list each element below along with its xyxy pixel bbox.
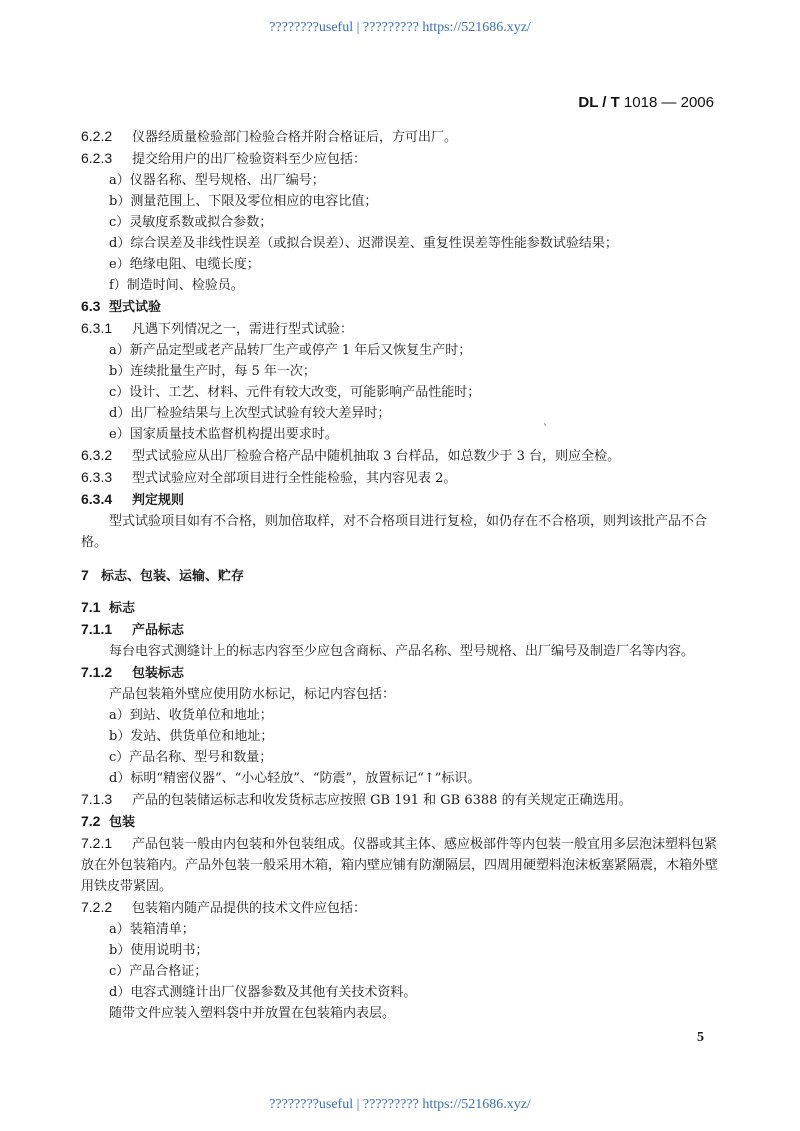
- list-item: e）绝缘电阻、电缆长度；: [109, 257, 260, 272]
- section-number: 7.1: [81, 599, 101, 615]
- clause-6-3-4: [81, 489, 721, 511]
- clause-6-2-2: [81, 126, 721, 148]
- chapter-number: 7: [81, 567, 89, 583]
- clause-text: 仪器经质量检验部门检验合格并附合格证后，方可出厂。: [132, 130, 458, 145]
- clause-title: 产品标志: [132, 623, 185, 638]
- clause-7-1-3: [81, 789, 721, 811]
- section-heading-6-3: [81, 296, 721, 318]
- clause-number: 7.1.1: [81, 621, 113, 637]
- clause-number: 6.2.3: [81, 150, 113, 166]
- clause-7-1-1: [81, 619, 721, 641]
- clause-number: 7.1.2: [81, 664, 113, 680]
- clause-text: 包装箱内随产品提供的技术文件应包括：: [132, 901, 367, 916]
- clause-number: 6.3.3: [81, 469, 113, 485]
- clause-7-2-1: [81, 833, 721, 897]
- list-item: a）装箱清单；: [109, 922, 195, 937]
- clause-text: 型式试验应对全部项目进行全性能检验，其内容见表 2。: [132, 471, 457, 486]
- list-item: c）灵敏度系数或拟合参数；: [109, 215, 273, 230]
- list-item: d）标明“精密仪器”、“小心轻放”、“防震”，放置标记“↑”标识。: [109, 771, 481, 786]
- section-number: 7.2: [81, 813, 101, 829]
- list-item: a）到站、收货单位和地址；: [109, 708, 273, 723]
- section-heading-7-2: [81, 811, 721, 833]
- clause-6-3-2: [81, 445, 721, 467]
- clause-7-2-2: [81, 897, 721, 919]
- section-title: 包装: [109, 815, 136, 830]
- standard-number: 1018 — 2006: [623, 94, 714, 111]
- section-heading-7-1: [81, 597, 721, 619]
- list-item: c）产品合格证；: [109, 964, 208, 979]
- standard-code: [578, 94, 714, 111]
- clause-6-3-3: [81, 467, 721, 489]
- list-item: e）国家质量技术监督机构提出要求时。: [109, 427, 338, 442]
- paragraph: 随带文件应装入塑料袋中并放置在包装箱内表层。: [109, 1006, 396, 1021]
- list-item: b）使用说明书；: [109, 943, 209, 958]
- clause-text: 提交给用户的出厂检验资料至少应包括：: [132, 152, 367, 167]
- clause-text: 产品的包装储运标志和收发货标志应按照 GB 191 和 GB 6388 的有关规定正确选用。: [132, 793, 632, 808]
- clause-number: 6.3.1: [81, 320, 113, 336]
- watermark-top: ????????useful | ????????? https://521686.xyz/: [269, 20, 531, 35]
- clause-title: 判定规则: [132, 493, 185, 508]
- clause-text: 产品包装一般由内包装和外包装组成。仪器或其主体、感应极部件等内包装一般宜用多层泡沫塑料包紧放在外包装箱内。产品外包装一般采用木箱，箱内壁应铺有防潮隔层，四周用硬塑料泡沫板塞紧隔震，木箱外壁用铁皮带紧固。: [81, 837, 719, 894]
- document-body: [81, 126, 721, 1024]
- clause-number: 6.2.2: [81, 128, 113, 144]
- list-item: c）设计、工艺、材料、元件有较大改变，可能影响产品性能时；: [109, 385, 481, 400]
- list-item: b）连续批量生产时，每 5 年一次；: [109, 364, 316, 379]
- list-item: d）综合误差及非线性误差（或拟合误差）、迟滞误差、重复性误差等性能参数试验结果；: [109, 236, 618, 251]
- page-number: 5: [697, 1030, 704, 1045]
- scan-artifact: ˋ: [543, 424, 548, 435]
- list-item: a）新产品定型或老产品转厂生产或停产 1 年后又恢复生产时；: [109, 343, 472, 358]
- list-item: f）制造时间、检验员。: [109, 278, 244, 293]
- list-item: a）仪器名称、型号规格、出厂编号；: [109, 173, 325, 188]
- paragraph: 型式试验项目如有不合格，则加倍取样，对不合格项目进行复检，如仍存在不合格项，则判该批产品不合格。: [81, 514, 708, 550]
- section-title: 标志: [109, 601, 136, 616]
- clause-text: 型式试验应从出厂检验合格产品中随机抽取 3 台样品，如总数少于 3 台，则应全检。: [132, 449, 621, 464]
- list-item: b）发站、供货单位和地址；: [109, 729, 274, 744]
- chapter-heading-7: [81, 565, 721, 587]
- clause-title: 包装标志: [132, 666, 185, 681]
- clause-number: 6.3.4: [81, 491, 113, 507]
- clause-number: 7.1.3: [81, 791, 113, 807]
- paragraph: 产品包装箱外壁应使用防水标记，标记内容包括：: [109, 687, 396, 702]
- standard-prefix: DL / T: [578, 94, 620, 111]
- section-title: 型式试验: [109, 300, 162, 315]
- clause-number: 6.3.2: [81, 447, 113, 463]
- chapter-title: 标志、包装、运输、贮存: [101, 569, 245, 584]
- clause-text: 凡遇下列情况之一，需进行型式试验：: [132, 322, 354, 337]
- clause-number: 7.2.1: [81, 835, 113, 851]
- section-number: 6.3: [81, 298, 101, 314]
- list-item: d）出厂检验结果与上次型式试验有较大差异时；: [109, 406, 391, 421]
- list-item: b）测量范围上、下限及零位相应的电容比值；: [109, 194, 378, 209]
- clause-number: 7.2.2: [81, 899, 113, 915]
- clause-7-1-2: [81, 662, 721, 684]
- clause-6-3-1: [81, 318, 721, 340]
- paragraph: 每台电容式测缝计上的标志内容至少应包含商标、产品名称、型号规格、出厂编号及制造厂名等内容。: [109, 644, 695, 659]
- list-item: c）产品名称、型号和数量；: [109, 750, 273, 765]
- list-item: d）电容式测缝计出厂仪器参数及其他有关技术资料。: [109, 985, 417, 1000]
- clause-6-2-3: [81, 148, 721, 170]
- watermark-bottom: ????????useful | ????????? https://521686.xyz/: [269, 1097, 531, 1112]
